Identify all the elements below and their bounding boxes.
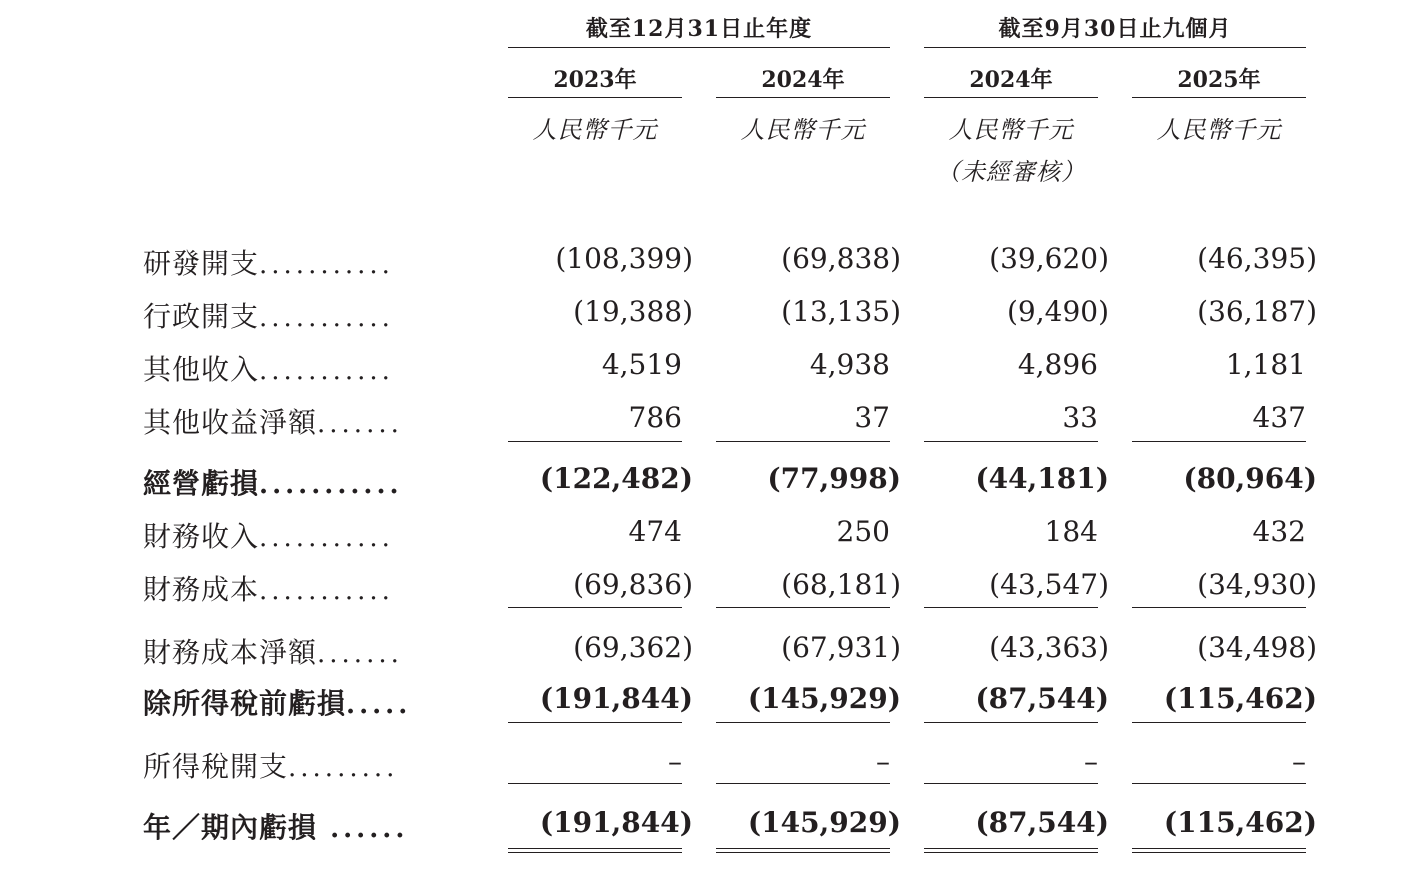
table-cell: (191,844) bbox=[539, 682, 693, 715]
row-label bbox=[143, 462, 465, 502]
table-cell: – bbox=[668, 745, 682, 778]
group-header-year-ended: 截至12月31日止年度 bbox=[585, 16, 813, 42]
row-label bbox=[143, 568, 465, 608]
table-cell: 184 bbox=[1044, 515, 1098, 548]
row-label bbox=[143, 348, 465, 388]
table-cell: (115,462) bbox=[1163, 682, 1317, 715]
table-cell: (87,544) bbox=[975, 806, 1109, 839]
table-cell: 786 bbox=[628, 401, 682, 434]
column-year-2024-interim: 2024年 bbox=[969, 67, 1053, 93]
table-cell: (34,930) bbox=[1197, 568, 1317, 601]
row-label bbox=[143, 806, 465, 846]
subtotal-rule bbox=[716, 722, 890, 723]
subtotal-rule bbox=[924, 607, 1098, 608]
group-header-rule bbox=[924, 47, 1306, 48]
dot-leader: ........... bbox=[259, 356, 394, 386]
table-cell: (43,547) bbox=[989, 568, 1109, 601]
column-unit: 人民幣千元 bbox=[1156, 116, 1282, 144]
row-label bbox=[143, 295, 465, 335]
dot-leader: ..... bbox=[346, 690, 412, 720]
table-cell: 33 bbox=[1062, 401, 1098, 434]
table-cell: 37 bbox=[854, 401, 890, 434]
total-double-rule bbox=[1132, 848, 1306, 853]
row-label-text: 其他收入 bbox=[143, 353, 260, 386]
row-label bbox=[143, 242, 465, 282]
table-cell: 250 bbox=[836, 515, 890, 548]
row-label-text: 行政開支 bbox=[143, 300, 260, 333]
table-cell: 432 bbox=[1252, 515, 1306, 548]
table-cell: (36,187) bbox=[1197, 295, 1317, 328]
table-cell: (145,929) bbox=[747, 682, 901, 715]
row-label-text: 研發開支 bbox=[143, 247, 260, 280]
table-cell: (87,544) bbox=[975, 682, 1109, 715]
dot-leader: ....... bbox=[317, 639, 403, 669]
table-cell: 4,938 bbox=[809, 348, 890, 381]
column-unit: 人民幣千元 bbox=[948, 116, 1074, 144]
table-cell: (69,836) bbox=[573, 568, 693, 601]
subtotal-rule bbox=[1132, 722, 1306, 723]
row-label-text: 經營虧損 bbox=[143, 467, 260, 500]
row-label bbox=[143, 682, 465, 722]
subtotal-rule bbox=[716, 607, 890, 608]
year-header-rule bbox=[716, 97, 890, 98]
table-cell: (115,462) bbox=[1163, 806, 1317, 839]
total-double-rule bbox=[924, 848, 1098, 853]
table-cell: – bbox=[876, 745, 890, 778]
row-label-text: 財務成本淨額 bbox=[143, 636, 318, 669]
subtotal-rule bbox=[508, 722, 682, 723]
table-cell: (34,498) bbox=[1197, 631, 1317, 664]
column-unit: 人民幣千元 bbox=[740, 116, 866, 144]
table-cell: (122,482) bbox=[539, 462, 693, 495]
subtotal-rule bbox=[1132, 783, 1306, 784]
table-cell: (43,363) bbox=[989, 631, 1109, 664]
table-cell: (13,135) bbox=[781, 295, 901, 328]
table-cell: – bbox=[1292, 745, 1306, 778]
dot-leader: ........... bbox=[259, 523, 394, 553]
subtotal-rule bbox=[508, 441, 682, 442]
table-cell: (68,181) bbox=[781, 568, 901, 601]
table-cell: (9,490) bbox=[1006, 295, 1109, 328]
subtotal-rule bbox=[1132, 607, 1306, 608]
subtotal-rule bbox=[1132, 441, 1306, 442]
table-cell: 437 bbox=[1252, 401, 1306, 434]
dot-leader: ........... bbox=[259, 576, 394, 606]
table-cell: 1,181 bbox=[1225, 348, 1306, 381]
subtotal-rule bbox=[924, 441, 1098, 442]
dot-leader: ........... bbox=[259, 303, 394, 333]
row-label bbox=[143, 631, 465, 671]
table-cell: (69,838) bbox=[781, 242, 901, 275]
table-cell: 474 bbox=[628, 515, 682, 548]
table-cell: (145,929) bbox=[747, 806, 901, 839]
column-year-2024: 2024年 bbox=[761, 67, 845, 93]
year-header-rule bbox=[1132, 97, 1306, 98]
subtotal-rule bbox=[924, 783, 1098, 784]
row-label-text: 除所得稅前虧損 bbox=[143, 687, 347, 720]
dot-leader: ......... bbox=[288, 753, 399, 783]
dot-leader: ....... bbox=[317, 409, 403, 439]
row-label-text: 財務成本 bbox=[143, 573, 260, 606]
table-cell: 4,519 bbox=[601, 348, 682, 381]
column-unaudited-note: （未經審核） bbox=[936, 158, 1086, 186]
row-label bbox=[143, 745, 465, 785]
subtotal-rule bbox=[924, 722, 1098, 723]
subtotal-rule bbox=[716, 441, 890, 442]
year-header-rule bbox=[508, 97, 682, 98]
table-cell: (80,964) bbox=[1183, 462, 1317, 495]
table-cell: (191,844) bbox=[539, 806, 693, 839]
column-year-2023: 2023年 bbox=[553, 67, 637, 93]
row-label-text: 所得稅開支 bbox=[143, 750, 289, 783]
table-cell: (77,998) bbox=[767, 462, 901, 495]
row-label bbox=[143, 401, 465, 441]
row-label-text: 年／期內虧損 bbox=[143, 811, 318, 844]
column-unit: 人民幣千元 bbox=[532, 116, 658, 144]
dot-leader: ...... bbox=[317, 814, 409, 844]
group-header-rule bbox=[508, 47, 890, 48]
group-header-nine-months: 截至9月30日止九個月 bbox=[998, 16, 1232, 42]
table-cell: (44,181) bbox=[975, 462, 1109, 495]
subtotal-rule bbox=[508, 783, 682, 784]
subtotal-rule bbox=[716, 783, 890, 784]
table-cell: – bbox=[1084, 745, 1098, 778]
total-double-rule bbox=[508, 848, 682, 853]
table-cell: 4,896 bbox=[1017, 348, 1098, 381]
table-cell: (69,362) bbox=[573, 631, 693, 664]
table-cell: (46,395) bbox=[1197, 242, 1317, 275]
dot-leader: ........... bbox=[259, 250, 394, 280]
dot-leader: ........... bbox=[259, 470, 403, 500]
table-cell: (67,931) bbox=[781, 631, 901, 664]
subtotal-rule bbox=[508, 607, 682, 608]
year-header-rule bbox=[924, 97, 1098, 98]
table-cell: (108,399) bbox=[555, 242, 693, 275]
row-label-text: 其他收益淨額 bbox=[143, 406, 318, 439]
table-cell: (19,388) bbox=[573, 295, 693, 328]
total-double-rule bbox=[716, 848, 890, 853]
row-label-text: 財務收入 bbox=[143, 520, 260, 553]
table-cell: (39,620) bbox=[989, 242, 1109, 275]
row-label bbox=[143, 515, 465, 555]
column-year-2025-interim: 2025年 bbox=[1177, 67, 1261, 93]
